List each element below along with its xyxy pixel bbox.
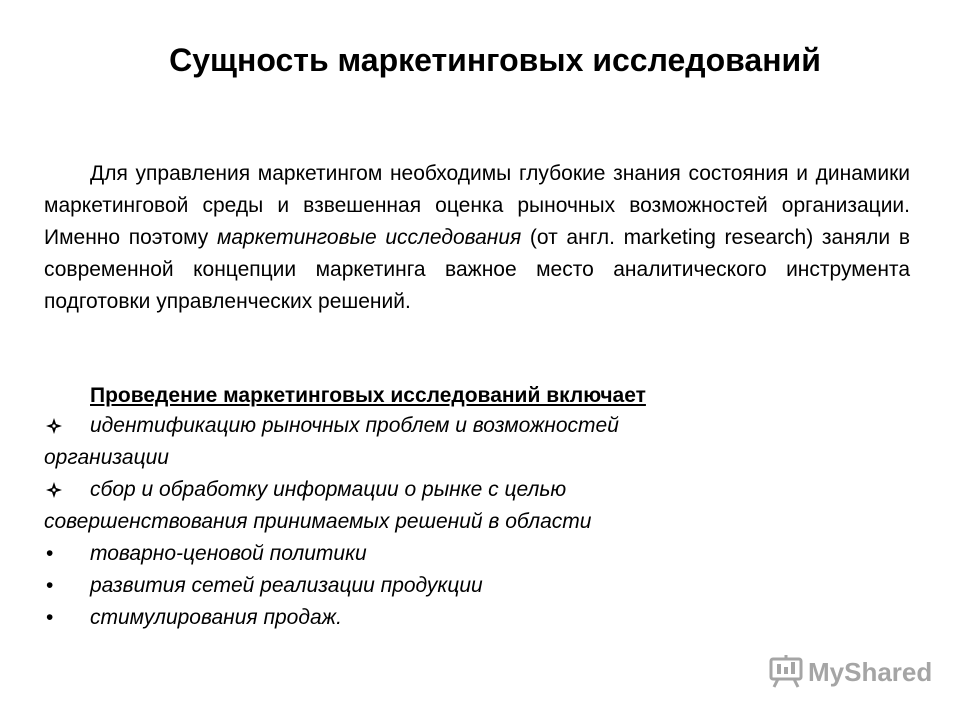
intro-paragraph <box>44 158 910 318</box>
paragraph-text-2: (от англ. marketing research) заняли в современной концепции маркетинга важное место аналитического инструмента подготовки управленческих решений. <box>44 226 910 313</box>
paragraph-emphasis: маркетинговые исследования <box>216 226 522 249</box>
list-item-continuation <box>44 442 910 474</box>
paragraph-text-1: Для управления маркетингом необходимы глубокие знания состояния и динамики маркетинговой среды и взвешенная оценка рыночных возможностей организации. Именно поэтому <box>44 162 910 249</box>
list-item-text: развития сетей реализации продукции <box>90 574 483 597</box>
activities-list <box>44 410 910 634</box>
bullet-char: • <box>46 574 54 597</box>
list-item <box>44 474 910 506</box>
list-item-continuation <box>44 506 910 538</box>
list-item-text: стимулирования продаж. <box>90 606 342 629</box>
list-item <box>44 410 910 442</box>
list-item-text: идентификацию рыночных проблем и возможностей <box>90 414 619 437</box>
list-item-text: сбор и обработку информации о рынке с целью <box>90 478 567 501</box>
logo-text: MyShared <box>808 656 933 687</box>
list-item-text: товарно-ценовой политики <box>90 542 367 565</box>
list-heading: Проведение маркетинговых исследований включает <box>90 384 646 407</box>
bullet-char: • <box>46 606 54 629</box>
projector-screen-icon <box>768 654 804 690</box>
list-item <box>44 602 910 634</box>
bullet-char: • <box>46 542 54 565</box>
list-item <box>44 570 910 602</box>
list-item-text: организации <box>44 446 169 469</box>
slide-title: Сущность маркетинговых исследований <box>169 42 821 78</box>
list-item-text: совершенствования принимаемых решений в области <box>44 510 592 533</box>
list-item <box>44 538 910 570</box>
myshared-logo <box>768 652 932 692</box>
